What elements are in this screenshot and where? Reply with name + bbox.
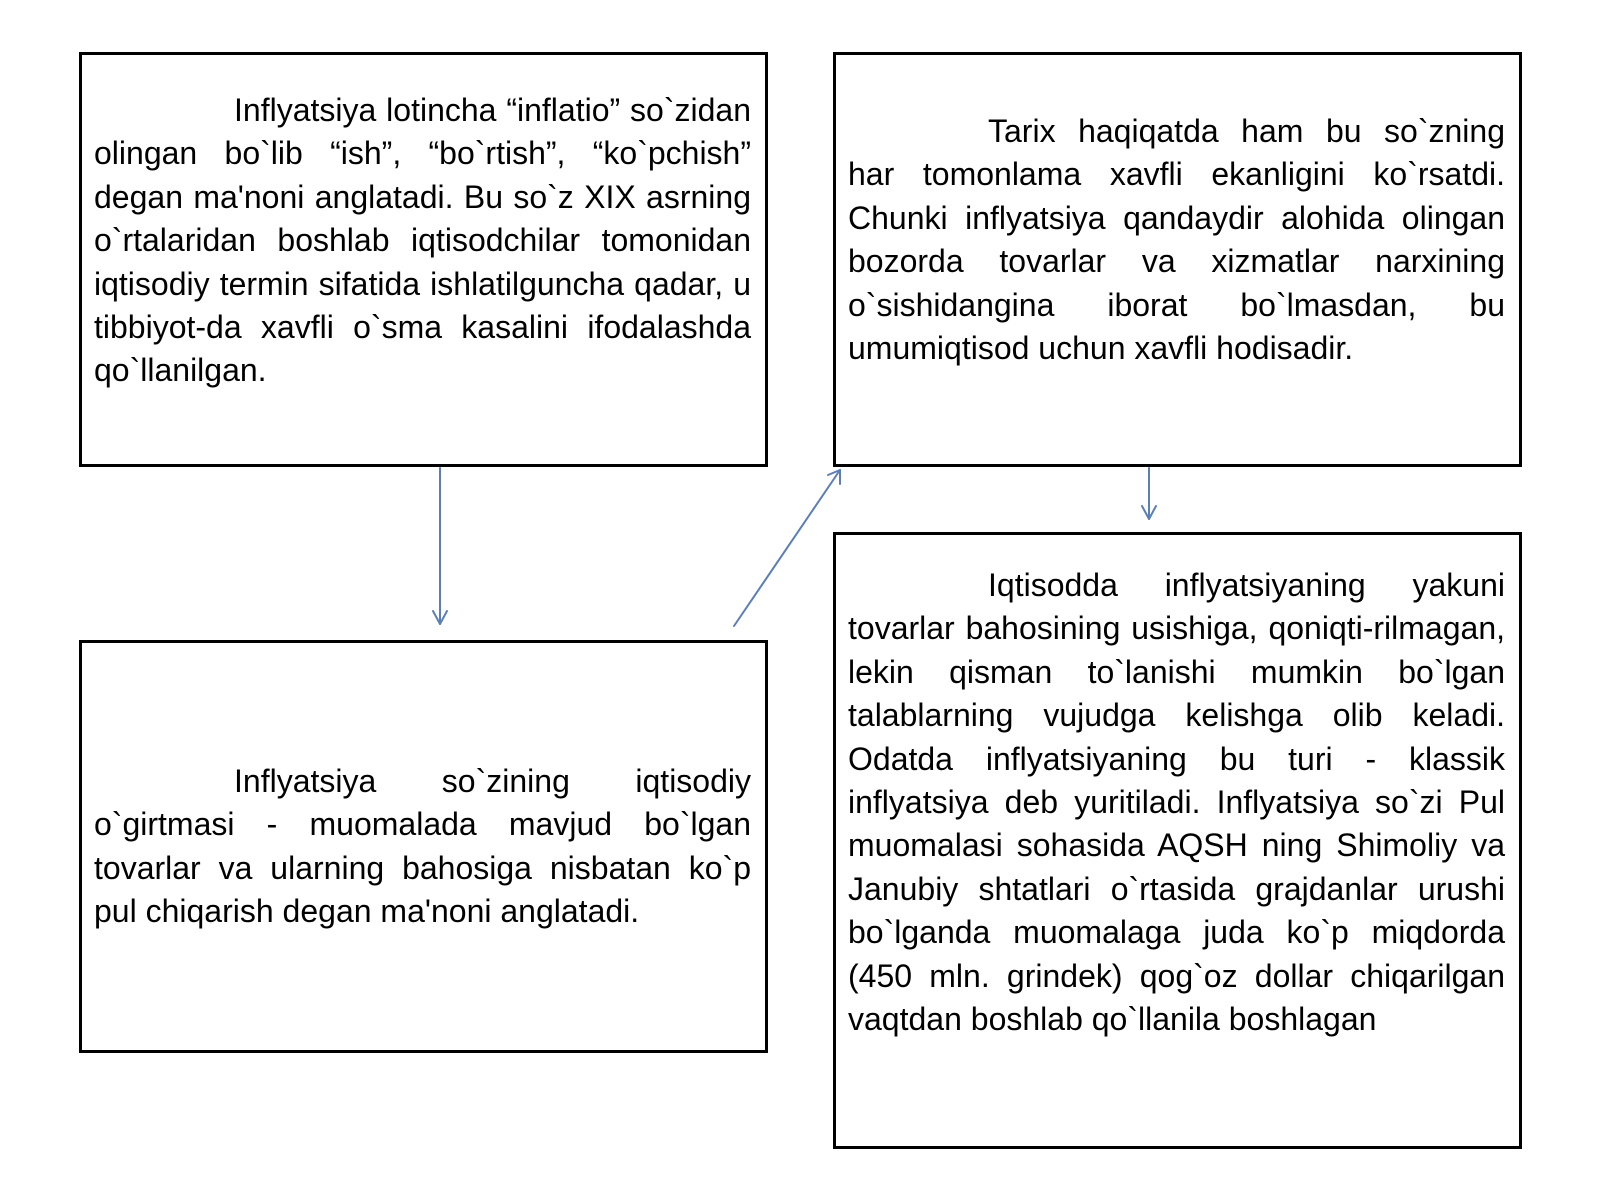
box-top-left-text: Inflyatsiya lotincha “inflatio” so`zidan olingan bo`lib “ish”, “bo`rtish”, “ko`pchish” degan ma'noni anglatadi. Bu so`z XIX asrning o`rtalaridan boshlab iqtisodchilar tomonidan iqtisodiy termin sifatida ishlatilguncha qadar, u tibbiyot-da xavfli o`sma kasalini ifodalashda qo`llanilgan. xyxy=(94,92,751,389)
box-top-right xyxy=(833,52,1522,467)
arrow-head-up-right xyxy=(828,470,840,484)
box-bottom-left-text: Inflyatsiya so`zining iqtisodiy o`girtmasi - muomalada mavjud bo`lgan tovarlar va ularning bahosiga nisbatan ko`p pul chiqarish degan ma'noni anglatadi. xyxy=(94,762,751,929)
box-bottom-right-text: Iqtisodda inflyatsiyaning yakuni tovarlar bahosining usishiga, qoniqti-rilmagan, lekin qisman to`lanishi mumkin bo`lgan talablarning vujudga kelishga olib keladi. Odatda inflyatsiyaning bu turi - klassik inflyatsiya deb yuritiladi. Inflyatsiya so`zi Pul muomalasi sohasida AQSH ning Shimoliy va Janubiy shtatlari o`rtasida grajdanlar urushi bo`lganda muomalaga juda ko`p miqdorda (450 mln. grindek) qog`oz dollar chiqarilgan vaqtdan boshlab qo`llanila boshlagan xyxy=(848,567,1505,1038)
arrow-head-down-right xyxy=(1142,506,1156,519)
box-top-left xyxy=(79,52,768,467)
box-top-right-text: Tarix haqiqatda ham bu so`zning har tomonlama xavfli ekanligini ko`rsatdi. Chunki inflyatsiya qandaydir alohida olingan bozorda tovarlar va xizmatlar narxining o`sishidangina iborat bo`lmasdan, bu umumiqtisod uchun xavfli hodisadir. xyxy=(848,113,1505,367)
arrow-bottom-left-to-top-right xyxy=(734,470,840,626)
box-bottom-left xyxy=(79,640,768,1053)
arrow-head-down-left xyxy=(433,611,447,624)
box-bottom-right xyxy=(833,532,1522,1149)
